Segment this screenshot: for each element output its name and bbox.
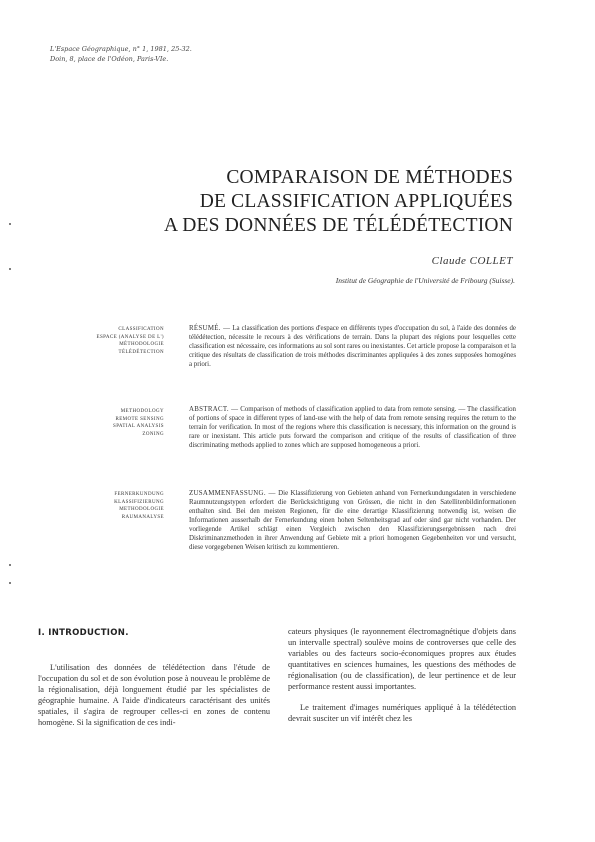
scan-mark: [9, 268, 11, 270]
keyword: SPATIAL ANALYSIS: [113, 424, 164, 429]
keyword: MÉTHODOLOGIE: [119, 342, 164, 347]
keyword: METHODOLOGIE: [119, 507, 164, 512]
abstract-fr: [189, 324, 516, 369]
body-column-left: [38, 662, 270, 729]
keyword: ESPACE (ANALYSE DE L'): [96, 334, 164, 340]
keywords-en: [34, 408, 164, 438]
author-affiliation: Institut de Géographie de l'Université de Fribourg (Suisse).: [335, 276, 515, 285]
journal-citation: L'Espace Géographique, n° 1, 1981, 25-32.: [50, 45, 192, 53]
keyword: TÉLÉDÉTECTION: [118, 349, 164, 355]
abstract-de-text: Die Klassifizierung von Gebieten anhand von Fernerkundungsdaten in verschiedene Raumnutzungstypen erfordert die Berücksichtigung von Grössen, die nicht in den Satellitenbildinformationen enthalten sind. Bei den meisten Regionen, für die eine derartige Klassifizierung notwendig ist, weisen die Informationen ausserhalb der Fernerkundung einen hohen Seltenheitsgrad auf oder sind gar nicht vorhanden. Der vorliegende Artikel schlägt einen Vergleich zwischen den Klassifizierungsergebnissen nach drei Diskriminanzmethoden in ihrer Anwendung auf Gebiete mit a priori homogenen Gegebenheiten vor und versucht, diese vorgegebenen Weisen kritisch zu kommentieren.: [189, 490, 516, 551]
abstract-fr-label: RÉSUMÉ. —: [189, 325, 231, 332]
abstract-en: [189, 405, 516, 450]
keyword: CLASSIFICATION: [118, 327, 164, 332]
scan-mark: [9, 582, 11, 584]
body-paragraph: Le traitement d'images numériques appliqué à la télédétection devrait susciter un vif intérêt chez les: [288, 702, 516, 723]
abstract-de: [189, 489, 516, 552]
title-line-2: DE CLASSIFICATION APPLIQUÉES: [199, 191, 513, 212]
keywords-fr: [34, 326, 164, 356]
keyword: FERNERKUNDUNG: [114, 492, 164, 497]
publisher-address: Doin, 8, place de l'Odéon, Paris-VIe.: [50, 55, 169, 63]
title-line-1: COMPARAISON DE MÉTHODES: [226, 167, 513, 188]
abstract-en-text: Comparison of methods of classification applied to data from remote sensing. — The classification of portions of space in different types of land-use with the help of data from remote sensing requires the return to the terrain for verification. In most of the regions where this classification is necessary, this information on the ground is rare or inexistant. This article puts forward the comparison and critique of the results of classification of three discriminating methods applied to zones which are supposed homogeneous a priori.: [189, 406, 517, 449]
journal-reference: [50, 44, 192, 64]
abstract-en-label: ABSTRACT. —: [189, 406, 239, 413]
abstract-fr-text: La classification des portions d'espace en différents types d'occupation du sol, à l'aide des données de télédétection, nécessite le recours à des vérifications de terrain. Dans la plupart des régions pour lesquelles cette classification est nécessaire, ces informations au sol sont rares ou inexistantes. Cet article propose la comparaison et la critique des résultats de classification de trois méthodes discriminantes appliquées à des zones supposées homogènes a priori.: [189, 325, 516, 368]
keyword: ZONING: [142, 431, 164, 437]
author-name: Claude COLLET: [431, 255, 513, 267]
scan-mark: [9, 223, 11, 225]
keyword: RAUMANALYSE: [121, 514, 164, 520]
body-paragraph: L'utilisation des données de télédétection dans l'étude de l'occupation du sol et de son évolution pose à nouveau le problème de la régionalisation, déjà longuement étudié par les spécialistes de géographie humaine. A l'aide d'indicateurs caractérisant des unités spatiales, il s'agira de regrouper celles-ci en zones de contenu homogène. Si la signification de ces indi-: [38, 663, 270, 728]
keyword: METHODOLOGY: [120, 409, 164, 414]
keyword: REMOTE SENSING: [115, 416, 164, 422]
scan-mark: [9, 564, 11, 566]
title-line-3: A DES DONNÉES DE TÉLÉDÉTECTION: [163, 215, 513, 236]
keyword: KLASSIFIZIERUNG: [114, 499, 164, 505]
body-column-right: [288, 626, 516, 724]
keywords-de: [34, 491, 164, 521]
section-title: I. INTRODUCTION.: [38, 628, 129, 638]
body-paragraph: cateurs physiques (le rayonnement électromagnétique d'objets dans un intervalle spectral) soulève moins de controverses que celle des variables ou des facteurs socio-économiques propres aux études quantitatives en sciences humaines, les questions des méthodes de régionalisation (ou de classification), de leur pertinence et de leur performance restent aussi importantes.: [288, 627, 516, 692]
abstract-de-label: ZUSAMMENFASSUNG. —: [189, 490, 276, 497]
